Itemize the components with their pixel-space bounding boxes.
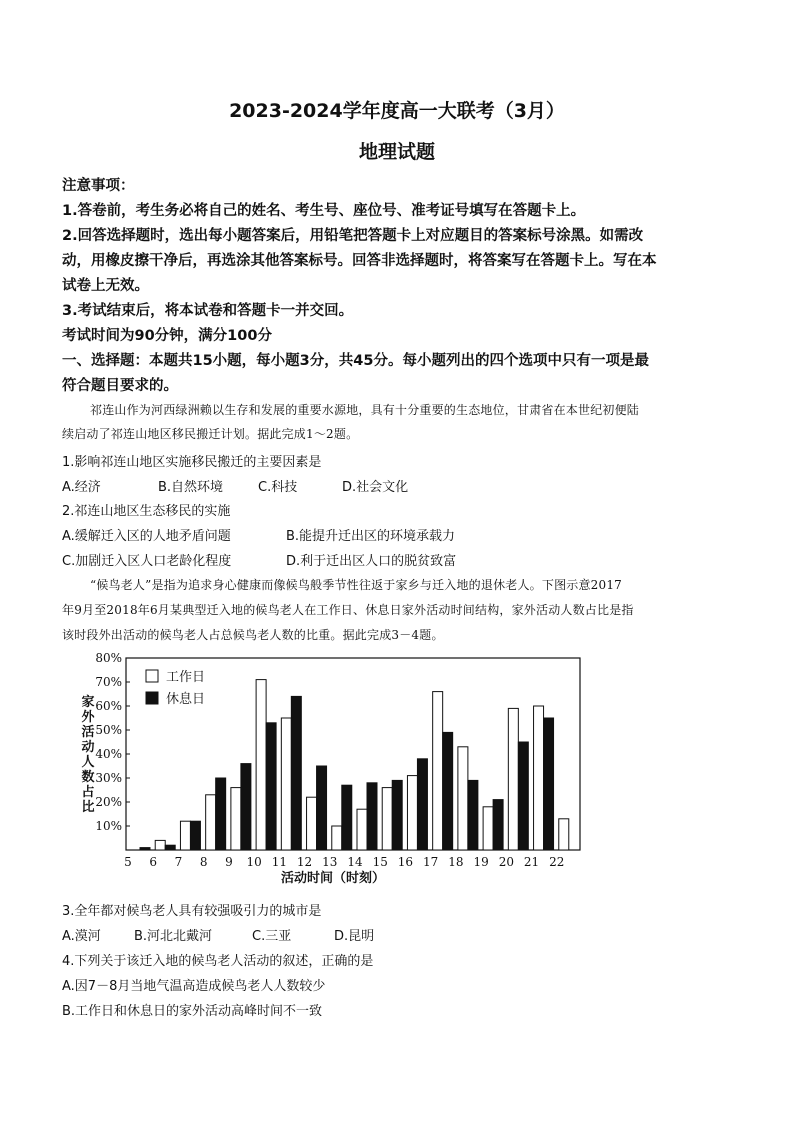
exam-time: 考试时间为90分钟，满分100分 [62,328,272,344]
bar-restday [291,696,301,850]
section-1-line-2: 符合题目要求的。 [62,378,178,394]
passage-2-line-2: 年9月至2018年6月某典型迁入地的候鸟老人在工作日、休息日家外活动时间结构，家外活动人数占比是指 [62,603,634,617]
q2-option-a[interactable]: A.缓解迁入区的人地矛盾问题 [62,529,231,544]
y-tick-label: 30% [95,771,122,785]
subject-title: 地理试题 [358,141,435,163]
x-tick-label: 15 [372,855,388,869]
q2-option-c[interactable]: C.加剧迁入区人口老龄化程度 [62,554,232,569]
activity-bar-chart [80,650,600,890]
y-axis-label-char: 占 [81,785,95,800]
x-tick-label: 18 [448,855,464,869]
q4-stem: 4.下列关于该迁入地的候鸟老人活动的叙述，正确的是 [62,954,374,969]
x-tick-label: 17 [423,855,439,869]
legend-swatch [146,670,158,682]
q1-option-a[interactable]: A.经济 [62,480,101,495]
q3-option-a[interactable]: A.漠河 [62,929,101,944]
bar-workday [155,840,165,850]
bar-workday [357,809,367,850]
q3-option-d[interactable]: D.昆明 [334,929,375,944]
y-axis-label-char: 家 [81,695,95,710]
y-axis-label-char: 动 [81,740,95,755]
passage-2-line-1: “候鸟老人”是指为追求身心健康而像候鸟般季节性往返于家乡与迁入地的退休老人。下图示意2017 [90,578,623,592]
q3-option-c[interactable]: C.三亚 [252,929,292,944]
bar-workday [231,788,241,850]
q4-option-a[interactable]: A.因7－8月当地气温高造成候鸟老人人数较少 [62,979,326,994]
x-tick-label: 19 [473,855,489,869]
q2-option-b[interactable]: B.能提升迁出区的环境承载力 [286,529,456,544]
q2-option-d[interactable]: D.利于迁出区人口的脱贫致富 [286,554,457,569]
bar-restday [367,783,377,850]
x-tick-label: 13 [322,855,338,869]
y-tick-label: 40% [95,747,122,761]
x-tick-label: 21 [523,855,540,869]
bar-restday [493,800,503,850]
y-tick-label: 70% [95,675,122,689]
y-tick-label: 10% [95,819,122,833]
bar-workday [433,692,443,850]
bar-restday [140,848,150,850]
bar-workday [559,819,569,850]
exam-title: 2023-2024学年度高一大联考（3月） [229,100,565,122]
bar-restday [216,778,226,850]
notes-heading: 注意事项： [62,178,135,194]
bar-workday [458,747,468,850]
bar-restday [518,742,528,850]
x-tick-label: 9 [225,855,233,869]
note-2-line-1: 2.回答选择题时，选出每小题答案后，用铅笔把答题卡上对应题目的答案标号涂黑。如需改 [62,228,644,244]
bar-restday [544,718,554,850]
bar-workday [180,821,190,850]
legend-label: 休息日 [166,692,206,707]
bar-restday [165,845,175,850]
bar-restday [443,732,453,850]
passage-2-line-3: 该时段外出活动的候鸟老人占总候鸟老人数的比重。据此完成3－4题。 [62,628,444,642]
x-tick-label: 10 [246,855,262,869]
note-2-line-3: 试卷上无效。 [62,278,149,294]
q1-option-c[interactable]: C.科技 [258,480,298,495]
bar-restday [392,780,402,850]
legend-swatch [146,692,158,704]
bar-workday [206,795,216,850]
x-tick-label: 22 [549,855,565,869]
bar-workday [483,807,493,850]
q2-stem: 2.祁连山地区生态移民的实施 [62,504,231,519]
bar-restday [317,766,327,850]
bar-workday [332,826,342,850]
q1-option-d[interactable]: D.社会文化 [342,480,409,495]
bar-restday [342,785,352,850]
y-axis-label-char: 活 [81,725,95,740]
x-tick-label: 8 [199,855,208,869]
x-tick-label: 7 [174,855,183,869]
y-tick-label: 50% [95,723,122,737]
q1-option-b[interactable]: B.自然环境 [158,480,224,495]
bar-workday [256,680,266,850]
note-3: 3.考试结束后，将本试卷和答题卡一并交回。 [62,303,354,319]
bar-restday [468,780,478,850]
bar-restday [190,821,200,850]
x-tick-label: 5 [124,855,132,869]
x-tick-label: 11 [271,855,287,869]
q3-stem: 3.全年都对候鸟老人具有较强吸引力的城市是 [62,904,322,919]
x-tick-label: 6 [149,855,158,869]
y-axis-label-char: 比 [81,800,95,815]
y-tick-label: 80% [95,651,122,665]
bar-restday [241,764,251,850]
bar-restday [266,723,276,850]
x-tick-label: 20 [498,855,514,869]
passage-1-line-2: 续启动了祁连山地区移民搬迁计划。据此完成1～2题。 [62,427,359,441]
x-axis-label: 活动时间（时刻） [280,871,386,886]
passage-1-line-1: 祁连山作为河西绿洲赖以生存和发展的重要水源地，具有十分重要的生态地位，甘肃省在本世纪初便陆 [90,403,640,417]
bar-workday [281,718,291,850]
bar-workday [382,788,392,850]
y-axis-label-char: 人 [81,755,95,770]
bar-workday [508,708,518,850]
bar-workday [307,797,317,850]
legend-label: 工作日 [166,670,206,685]
note-2-line-2: 动，用橡皮擦干净后，再选涂其他答案标号。回答非选择题时，将答案写在答题卡上。写在本 [62,253,657,269]
y-tick-label: 20% [95,795,122,809]
y-tick-label: 60% [95,699,122,713]
bar-restday [417,759,427,850]
x-tick-label: 12 [296,855,313,869]
note-1: 1.答卷前，考生务必将自己的姓名、考生号、座位号、准考证号填写在答题卡上。 [62,203,586,219]
q1-stem: 1.影响祁连山地区实施移民搬迁的主要因素是 [62,455,322,470]
q3-option-b[interactable]: B.河北北戴河 [134,929,213,944]
q4-option-b[interactable]: B.工作日和休息日的家外活动高峰时间不一致 [62,1004,323,1019]
section-1-line-1: 一、选择题：本题共15小题，每小题3分，共45分。每小题列出的四个选项中只有一项是最 [62,353,649,369]
y-axis-label-char: 数 [81,770,95,785]
bar-workday [534,706,544,850]
x-tick-label: 14 [347,855,363,869]
x-tick-label: 16 [397,855,414,869]
bar-workday [407,776,417,850]
y-axis-label-char: 外 [81,710,95,725]
